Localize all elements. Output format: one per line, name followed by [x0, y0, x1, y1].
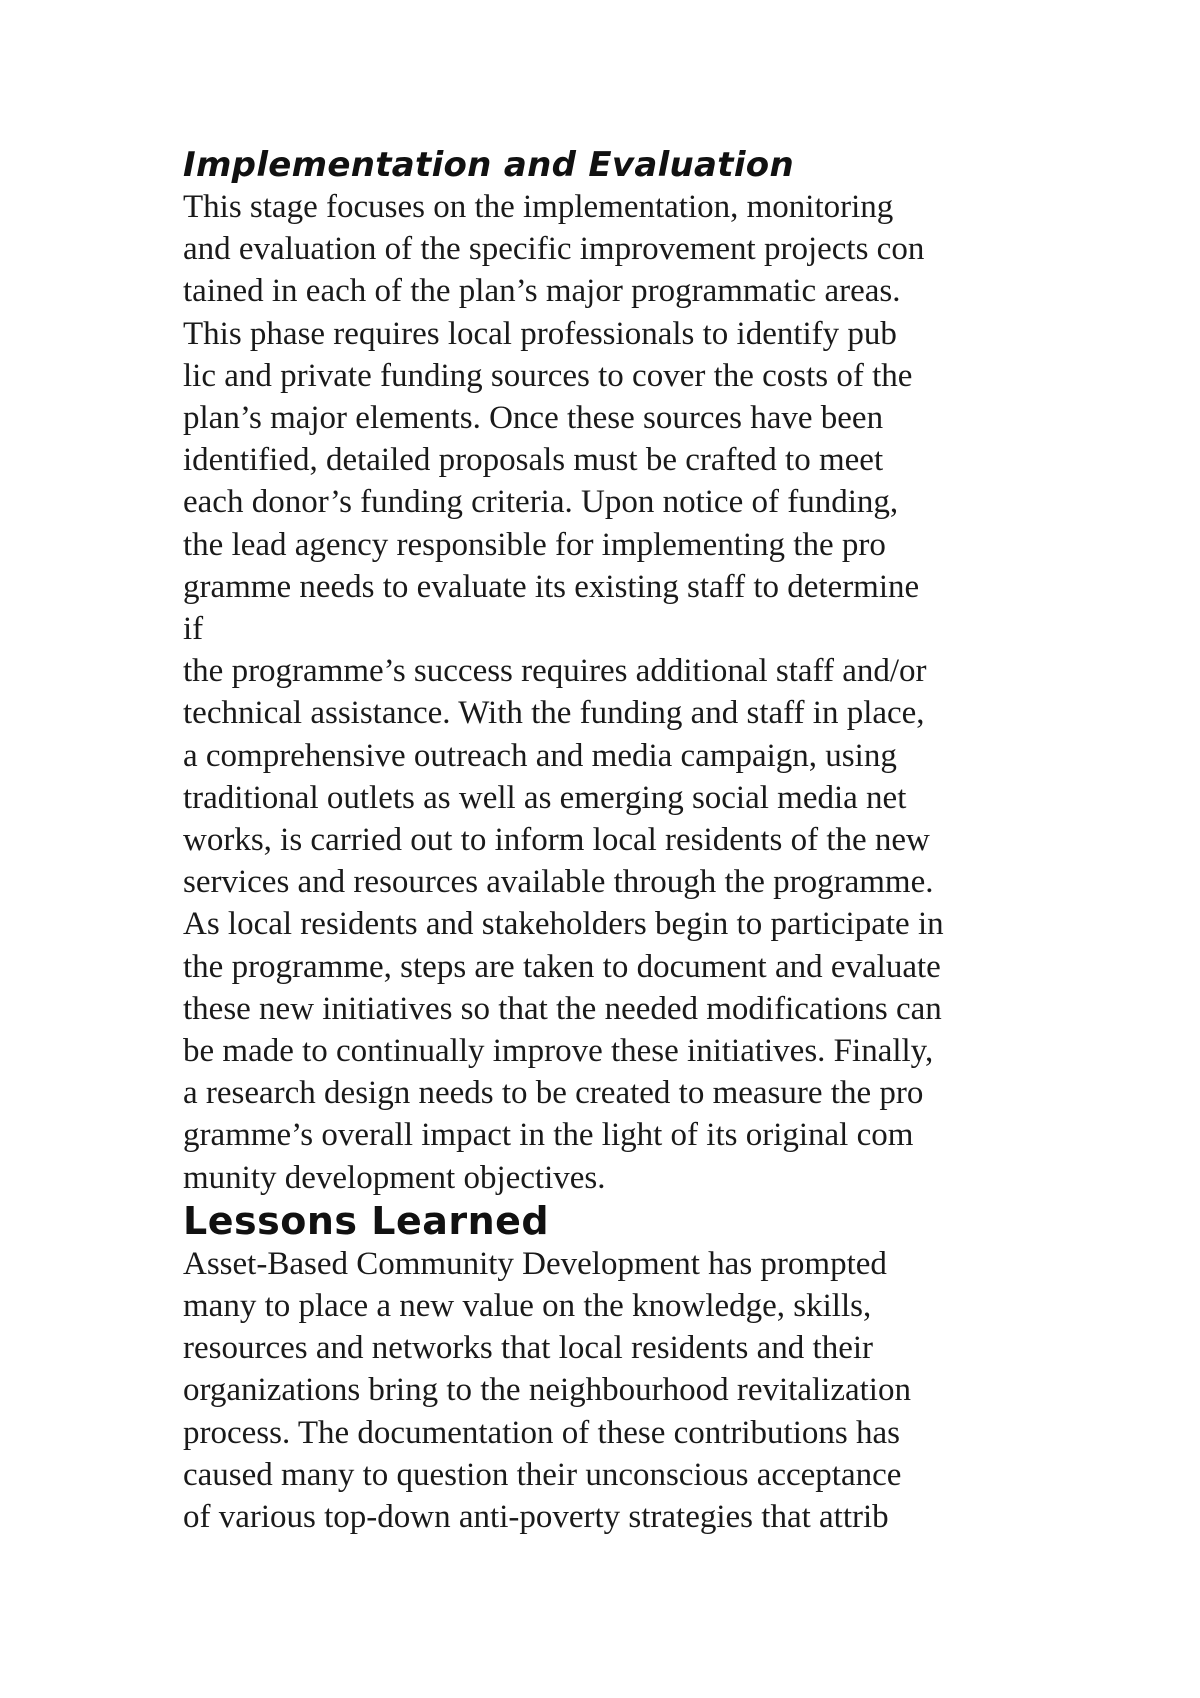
- text-line: This stage focuses on the implementation, monitoring: [183, 189, 894, 225]
- text-line: process. The documentation of these contributions has: [183, 1414, 900, 1451]
- text-line: be made to continually improve these initiatives. Finally,: [183, 1033, 934, 1070]
- text-line: caused many to question their unconscious acceptance: [183, 1456, 902, 1493]
- section-body-lessons: [183, 1243, 1083, 1538]
- text-line: gramme’s overall impact in the light of its original com: [183, 1117, 914, 1154]
- section-heading-implementation: Implementation and Evaluation: [183, 145, 794, 185]
- text-line: these new initiatives so that the needed modifications can: [183, 990, 942, 1027]
- text-line: a comprehensive outreach and media campaign, using: [183, 737, 897, 774]
- text-line: plan’s major elements. Once these sources have been: [183, 400, 884, 437]
- text-line: each donor’s funding criteria. Upon notice of funding,: [183, 484, 899, 521]
- text-line: of various top-down anti-poverty strategies that attrib: [183, 1499, 889, 1536]
- text-line: technical assistance. With the funding and staff in place,: [183, 695, 925, 732]
- text-line: As local residents and stakeholders begin to participate in: [183, 906, 944, 943]
- text-line: organizations bring to the neighbourhood revitalization: [183, 1372, 911, 1409]
- section-heading-lessons: Lessons Learned: [183, 1198, 550, 1243]
- page-content: [183, 144, 1083, 1538]
- text-line: gramme needs to evaluate its existing staff to determine: [183, 568, 920, 605]
- section-body-implementation: [183, 186, 1083, 1199]
- text-line: the programme, steps are taken to document and evaluate: [183, 948, 941, 985]
- text-line: lic and private funding sources to cover the costs of the: [183, 357, 913, 394]
- text-line: services and resources available through the programme.: [183, 864, 934, 901]
- text-line: the programme’s success requires additional staff and/or: [183, 653, 927, 690]
- text-line: This phase requires local professionals to identify pub: [183, 315, 897, 352]
- text-line: munity development objectives.: [183, 1159, 606, 1196]
- text-line: the lead agency responsible for implementing the pro: [183, 526, 886, 563]
- text-line: many to place a new value on the knowledge, skills,: [183, 1288, 872, 1325]
- text-line: identified, detailed proposals must be crafted to meet: [183, 442, 884, 479]
- text-line: resources and networks that local residents and their: [183, 1330, 874, 1367]
- text-line: Asset-Based Community Development has prompted: [183, 1245, 887, 1282]
- text-line: tained in each of the plan’s major programmatic areas.: [183, 273, 901, 310]
- text-line: traditional outlets as well as emerging social media net: [183, 779, 907, 816]
- text-line: a research design needs to be created to measure the pro: [183, 1075, 924, 1112]
- text-line: if: [183, 611, 204, 648]
- text-line: works, is carried out to inform local residents of the new: [183, 822, 930, 859]
- text-line: and evaluation of the specific improvement projects con: [183, 231, 925, 268]
